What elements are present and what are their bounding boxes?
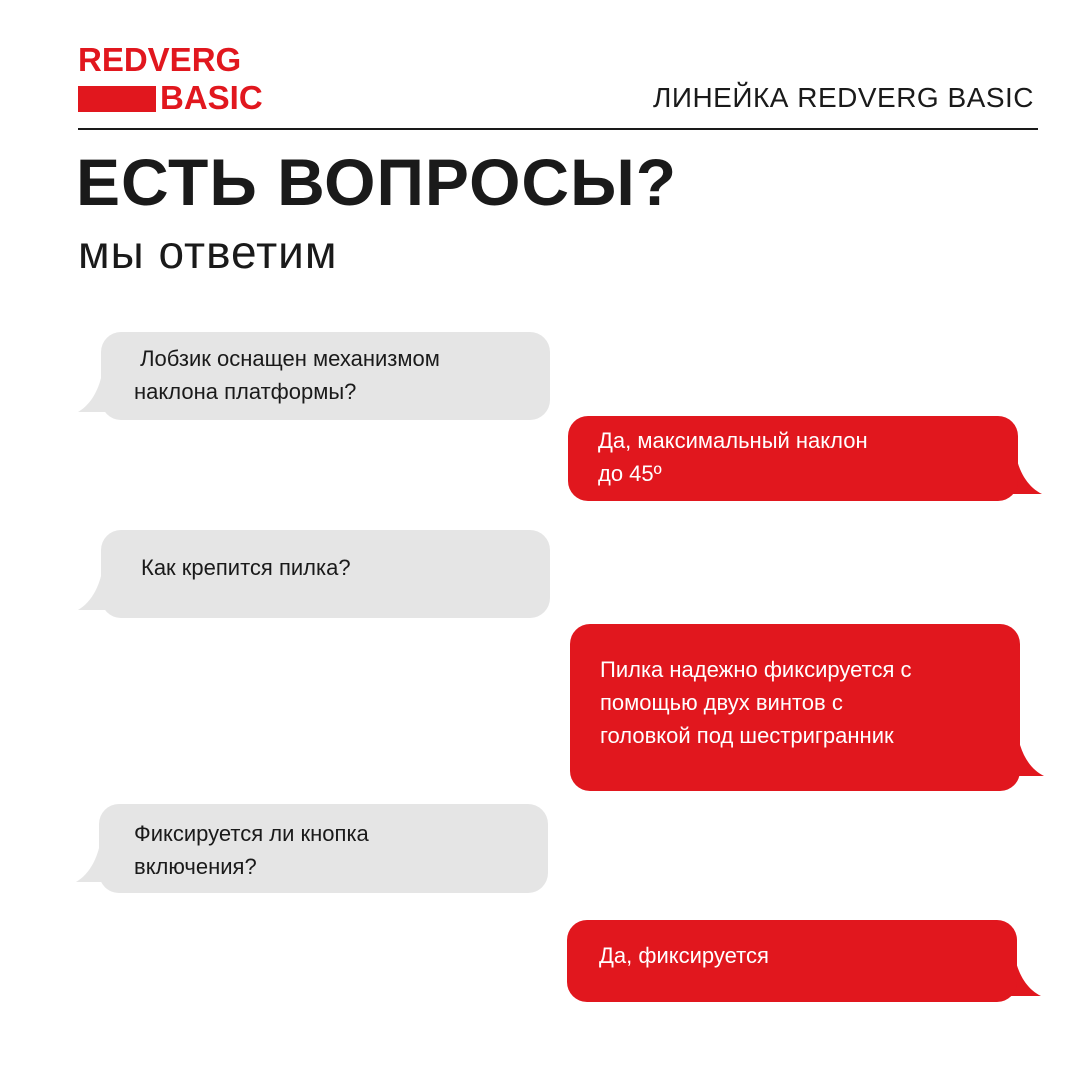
answer-bubble: [567, 920, 1017, 1002]
logo-red-bar: [78, 86, 156, 112]
answer-text: Да, максимальный наклон до 45º: [598, 428, 868, 486]
header-divider: [78, 128, 1038, 130]
page-title: ЕСТЬ ВОПРОСЫ?: [76, 145, 678, 219]
question-text: Лобзик оснащен механизмом наклона платформы?: [134, 346, 440, 404]
answer-bubble: [570, 624, 1020, 791]
answer-text: Да, фиксируется: [599, 943, 769, 968]
logo-text-redverg: REDVERG: [78, 41, 242, 78]
logo-text-basic: BASIC: [160, 79, 263, 116]
brand-logo: [78, 42, 268, 116]
answer-text: Пилка надежно фиксируется с помощью двух винтов с головкой под шестригранник: [600, 657, 912, 748]
question-bubble: [101, 530, 550, 618]
question-text: Как крепится пилка?: [141, 555, 351, 580]
question-bubble: [101, 332, 550, 420]
question-text: Фиксируется ли кнопка включения?: [134, 821, 369, 879]
question-bubble: [99, 804, 548, 893]
answer-bubble: [568, 416, 1018, 501]
page-subtitle: мы ответим: [78, 226, 338, 278]
series-label: ЛИНЕЙКА REDVERG BASIC: [652, 82, 1034, 113]
